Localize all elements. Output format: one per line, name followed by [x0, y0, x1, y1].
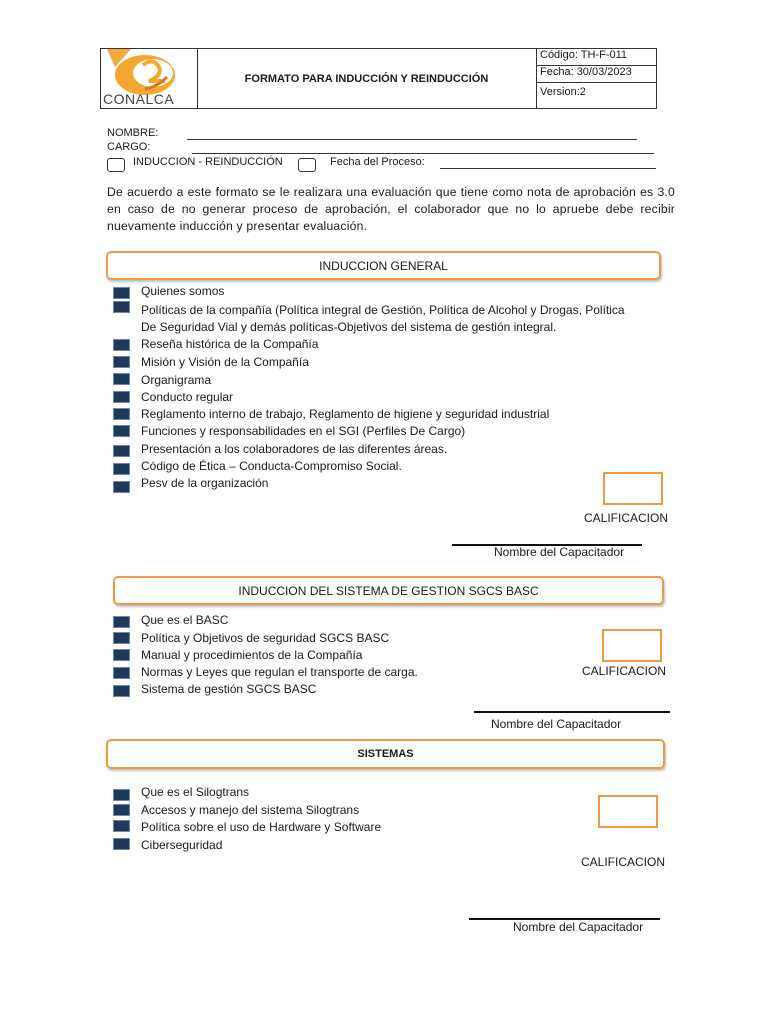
list-item: Normas y Leyes que regulan el transporte de carga. [141, 665, 418, 679]
codigo: Código: TH-F-011 [537, 49, 657, 66]
cargo-field-line[interactable] [192, 153, 654, 154]
nombre-field-line[interactable] [187, 139, 637, 140]
header-table [100, 48, 657, 109]
item-checkbox[interactable] [113, 838, 130, 850]
calificacion-box[interactable] [603, 472, 663, 505]
list-item: Política sobre el uso de Hardware y Software [141, 820, 382, 834]
list-item: Pesv de la organización [141, 476, 269, 490]
list-item: Que es el Silogtrans [141, 785, 250, 799]
section-sgcs-basc [113, 576, 664, 605]
item-checkbox[interactable] [113, 425, 130, 437]
list-item: Políticas de la compañía (Política integral de Gestión, Política de Alcohol y Drogas, Política [141, 303, 625, 317]
list-item: Reglamento interno de trabajo, Reglamento de higiene y seguridad industrial [141, 407, 550, 421]
item-checkbox[interactable] [113, 804, 130, 816]
list-item: Manual y procedimientos de la Compañía [141, 648, 363, 662]
capacitador-line[interactable] [474, 711, 670, 713]
section-title: SISTEMAS [357, 748, 414, 760]
item-checkbox[interactable] [113, 408, 130, 420]
induccion-checkbox[interactable] [107, 158, 125, 172]
calificacion-box[interactable] [602, 629, 662, 662]
item-checkbox[interactable] [113, 789, 130, 801]
item-checkbox[interactable] [113, 287, 130, 299]
fecha-proceso-line[interactable] [440, 168, 656, 169]
section-title: INDUCCION GENERAL [319, 258, 448, 273]
list-item: Funciones y responsabilidades en el SGI (Perfiles De Cargo) [141, 424, 466, 438]
list-item: Misión y Visión de la Compañía [141, 355, 309, 369]
list-item: Presentación a los colaboradores de las diferentes áreas. [141, 442, 448, 456]
list-item: Organigrama [141, 373, 212, 387]
company-logo [101, 49, 198, 108]
list-item: Código de Ética – Conducta-Compromiso Social. [141, 459, 402, 473]
list-item: Quienes somos [141, 284, 225, 298]
section-sistemas [106, 739, 665, 769]
item-checkbox[interactable] [113, 445, 130, 457]
reinduccion-checkbox[interactable] [298, 158, 316, 172]
item-checkbox[interactable] [113, 632, 130, 644]
item-checkbox[interactable] [113, 649, 130, 661]
nombre-label: NOMBRE: [107, 127, 159, 139]
section-induccion-general [106, 251, 661, 280]
induccion-label: INDUCCION - REINDUCCIÓN [133, 156, 283, 168]
item-checkbox[interactable] [113, 820, 130, 832]
list-item: Conducto regular [141, 390, 234, 404]
form-title: FORMATO PARA INDUCCIÓN Y REINDUCCIÓN [197, 49, 537, 108]
item-checkbox[interactable] [113, 373, 130, 385]
list-item: Sistema de gestión SGCS BASC [141, 682, 317, 696]
calificacion-label: CALIFICACION [584, 511, 669, 525]
calificacion-box[interactable] [598, 795, 658, 828]
list-item: Que es el BASC [141, 613, 229, 627]
capacitador-label: Nombre del Capacitador [513, 920, 644, 934]
item-checkbox[interactable] [113, 481, 130, 493]
item-checkbox[interactable] [113, 463, 130, 475]
capacitador-label: Nombre del Capacitador [491, 717, 622, 731]
calificacion-label: CALIFICACION [581, 855, 666, 869]
item-checkbox[interactable] [113, 667, 130, 679]
list-item: De Seguridad Vial y demás políticas-Objetivos del sistema de gestión integral. [141, 320, 557, 334]
list-item: Política y Objetivos de seguridad SGCS BASC [141, 631, 390, 645]
item-checkbox[interactable] [113, 616, 130, 628]
intro-paragraph: De acuerdo a este formato se le realizara una evaluación que tiene como nota de aprobación es 3.0 en caso de no generar proceso de aprobación, el colaborador que no lo apruebe debe recibir nuevamente inducción y presentar evaluación. [107, 185, 675, 233]
item-checkbox[interactable] [113, 391, 130, 403]
version: Version:2 [540, 86, 586, 98]
list-item: Ciberseguridad [141, 838, 223, 852]
item-checkbox[interactable] [113, 356, 130, 368]
fecha: Fecha: 30/03/2023 [537, 66, 657, 83]
logo-text: CONALCA [103, 91, 175, 107]
list-item: Reseña histórica de la Compañía [141, 337, 319, 351]
fecha-proceso-label: Fecha del Proceso: [330, 156, 425, 168]
item-checkbox[interactable] [113, 301, 130, 313]
item-checkbox[interactable] [113, 685, 130, 697]
cargo-label: CARGO: [107, 141, 151, 153]
list-item: Accesos y manejo del sistema Silogtrans [141, 803, 360, 817]
capacitador-label: Nombre del Capacitador [494, 545, 625, 559]
calificacion-label: CALIFICACION [582, 664, 667, 678]
item-checkbox[interactable] [113, 339, 130, 351]
meta-cell [537, 49, 657, 108]
section-title: INDUCCION DEL SISTEMA DE GESTION SGCS BASC [238, 583, 539, 598]
